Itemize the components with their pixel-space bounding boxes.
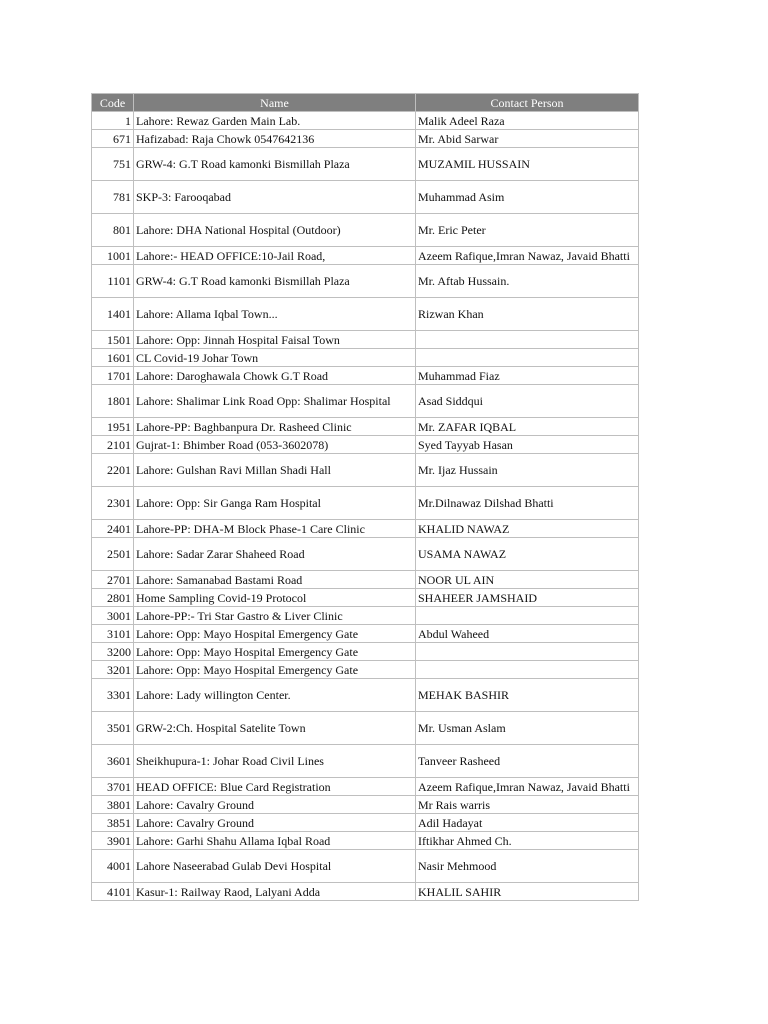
cell-code: 2101: [92, 436, 134, 454]
cell-code: 1401: [92, 298, 134, 331]
cell-contact-person: USAMA NAWAZ: [416, 538, 639, 571]
table-row: [92, 796, 639, 814]
cell-name: HEAD OFFICE: Blue Card Registration: [134, 778, 416, 796]
cell-code: 4001: [92, 850, 134, 883]
cell-code: 2301: [92, 487, 134, 520]
cell-contact-person: Mr. Usman Aslam: [416, 712, 639, 745]
table-row: [92, 832, 639, 850]
cell-contact-person: Iftikhar Ahmed Ch.: [416, 832, 639, 850]
cell-code: 801: [92, 214, 134, 247]
table-row: [92, 712, 639, 745]
cell-name: Lahore: Cavalry Ground: [134, 814, 416, 832]
cell-contact-person: [416, 331, 639, 349]
table-row: [92, 349, 639, 367]
cell-code: 751: [92, 148, 134, 181]
cell-code: 3101: [92, 625, 134, 643]
cell-code: 3701: [92, 778, 134, 796]
table-row: [92, 625, 639, 643]
cell-name: Lahore: Cavalry Ground: [134, 796, 416, 814]
spreadsheet-page: [91, 93, 638, 901]
cell-contact-person: Malik Adeel Raza: [416, 112, 639, 130]
table-row: [92, 214, 639, 247]
table-row: [92, 607, 639, 625]
cell-contact-person: Muhammad Asim: [416, 181, 639, 214]
cell-name: CL Covid-19 Johar Town: [134, 349, 416, 367]
cell-code: 2701: [92, 571, 134, 589]
cell-code: 3200: [92, 643, 134, 661]
cell-name: Lahore: Gulshan Ravi Millan Shadi Hall: [134, 454, 416, 487]
cell-code: 2201: [92, 454, 134, 487]
table-row: [92, 643, 639, 661]
cell-name: Lahore:- HEAD OFFICE:10-Jail Road,: [134, 247, 416, 265]
cell-code: 3601: [92, 745, 134, 778]
cell-name: Lahore: Opp: Sir Ganga Ram Hospital: [134, 487, 416, 520]
table-row: [92, 571, 639, 589]
cell-contact-person: Adil Hadayat: [416, 814, 639, 832]
cell-name: SKP-3: Farooqabad: [134, 181, 416, 214]
table-row: [92, 331, 639, 349]
cell-code: 2801: [92, 589, 134, 607]
cell-contact-person: Mr Rais warris: [416, 796, 639, 814]
table-row: [92, 883, 639, 901]
cell-contact-person: Tanveer Rasheed: [416, 745, 639, 778]
header-row: [92, 94, 639, 112]
cell-contact-person: SHAHEER JAMSHAID: [416, 589, 639, 607]
cell-name: Lahore: Opp: Jinnah Hospital Faisal Town: [134, 331, 416, 349]
cell-contact-person: Abdul Waheed: [416, 625, 639, 643]
table-row: [92, 661, 639, 679]
cell-name: Lahore: Samanabad Bastami Road: [134, 571, 416, 589]
contacts-table: [91, 93, 639, 901]
cell-code: 1701: [92, 367, 134, 385]
cell-contact-person: MUZAMIL HUSSAIN: [416, 148, 639, 181]
cell-contact-person: Syed Tayyab Hasan: [416, 436, 639, 454]
cell-contact-person: Rizwan Khan: [416, 298, 639, 331]
cell-code: 1501: [92, 331, 134, 349]
cell-name: Lahore: Opp: Mayo Hospital Emergency Gate: [134, 643, 416, 661]
cell-code: 3001: [92, 607, 134, 625]
cell-name: Lahore: Allama Iqbal Town...: [134, 298, 416, 331]
cell-code: 3501: [92, 712, 134, 745]
cell-name: Lahore-PP: Baghbanpura Dr. Rasheed Clinic: [134, 418, 416, 436]
cell-contact-person: Nasir Mehmood: [416, 850, 639, 883]
cell-code: 1: [92, 112, 134, 130]
cell-contact-person: Mr. Abid Sarwar: [416, 130, 639, 148]
cell-name: Hafizabad: Raja Chowk 0547642136: [134, 130, 416, 148]
cell-contact-person: NOOR UL AIN: [416, 571, 639, 589]
cell-code: 1601: [92, 349, 134, 367]
cell-name: Lahore: Garhi Shahu Allama Iqbal Road: [134, 832, 416, 850]
cell-code: 2501: [92, 538, 134, 571]
cell-contact-person: [416, 661, 639, 679]
cell-code: 781: [92, 181, 134, 214]
table-row: [92, 538, 639, 571]
cell-contact-person: [416, 349, 639, 367]
cell-name: Lahore: Shalimar Link Road Opp: Shalimar Hospital: [134, 385, 416, 418]
cell-name: Lahore: Opp: Mayo Hospital Emergency Gate: [134, 661, 416, 679]
table-row: [92, 148, 639, 181]
table-row: [92, 850, 639, 883]
cell-contact-person: [416, 607, 639, 625]
cell-code: 3851: [92, 814, 134, 832]
cell-name: GRW-2:Ch. Hospital Satelite Town: [134, 712, 416, 745]
table-row: [92, 130, 639, 148]
table-row: [92, 589, 639, 607]
table-body: [92, 112, 639, 901]
cell-contact-person: Azeem Rafique,Imran Nawaz, Javaid Bhatti: [416, 247, 639, 265]
cell-name: Lahore: Lady willington Center.: [134, 679, 416, 712]
cell-contact-person: MEHAK BASHIR: [416, 679, 639, 712]
cell-name: Lahore: DHA National Hospital (Outdoor): [134, 214, 416, 247]
cell-name: Kasur-1: Railway Raod, Lalyani Adda: [134, 883, 416, 901]
table-row: [92, 436, 639, 454]
cell-contact-person: Asad Siddqui: [416, 385, 639, 418]
table-row: [92, 745, 639, 778]
table-row: [92, 778, 639, 796]
cell-code: 1801: [92, 385, 134, 418]
header-code: Code: [92, 94, 134, 112]
header-name: Name: [134, 94, 416, 112]
table-row: [92, 181, 639, 214]
cell-contact-person: Azeem Rafique,Imran Nawaz, Javaid Bhatti: [416, 778, 639, 796]
cell-name: Lahore: Opp: Mayo Hospital Emergency Gate: [134, 625, 416, 643]
cell-name: Home Sampling Covid-19 Protocol: [134, 589, 416, 607]
cell-name: Lahore: Sadar Zarar Shaheed Road: [134, 538, 416, 571]
cell-contact-person: Mr.Dilnawaz Dilshad Bhatti: [416, 487, 639, 520]
cell-name: Sheikhupura-1: Johar Road Civil Lines: [134, 745, 416, 778]
cell-code: 2401: [92, 520, 134, 538]
cell-contact-person: [416, 643, 639, 661]
cell-contact-person: KHALID NAWAZ: [416, 520, 639, 538]
cell-name: Lahore-PP:- Tri Star Gastro & Liver Clinic: [134, 607, 416, 625]
cell-code: 1951: [92, 418, 134, 436]
header-contact-person: Contact Person: [416, 94, 639, 112]
table-row: [92, 265, 639, 298]
table-row: [92, 418, 639, 436]
cell-code: 1001: [92, 247, 134, 265]
cell-contact-person: Mr. Aftab Hussain.: [416, 265, 639, 298]
table-row: [92, 112, 639, 130]
table-row: [92, 679, 639, 712]
cell-name: Lahore: Daroghawala Chowk G.T Road: [134, 367, 416, 385]
cell-name: Lahore-PP: DHA-M Block Phase-1 Care Clinic: [134, 520, 416, 538]
cell-name: GRW-4: G.T Road kamonki Bismillah Plaza: [134, 148, 416, 181]
cell-code: 3301: [92, 679, 134, 712]
table-row: [92, 367, 639, 385]
table-row: [92, 298, 639, 331]
table-row: [92, 487, 639, 520]
cell-contact-person: Mr. Ijaz Hussain: [416, 454, 639, 487]
cell-name: Lahore Naseerabad Gulab Devi Hospital: [134, 850, 416, 883]
cell-name: Lahore: Rewaz Garden Main Lab.: [134, 112, 416, 130]
cell-name: Gujrat-1: Bhimber Road (053-3602078): [134, 436, 416, 454]
cell-contact-person: Muhammad Fiaz: [416, 367, 639, 385]
table-row: [92, 385, 639, 418]
cell-contact-person: Mr. ZAFAR IQBAL: [416, 418, 639, 436]
cell-code: 3201: [92, 661, 134, 679]
table-row: [92, 247, 639, 265]
cell-contact-person: Mr. Eric Peter: [416, 214, 639, 247]
cell-code: 1101: [92, 265, 134, 298]
cell-code: 3801: [92, 796, 134, 814]
cell-contact-person: KHALIL SAHIR: [416, 883, 639, 901]
table-row: [92, 454, 639, 487]
cell-code: 671: [92, 130, 134, 148]
cell-code: 3901: [92, 832, 134, 850]
cell-code: 4101: [92, 883, 134, 901]
cell-name: GRW-4: G.T Road kamonki Bismillah Plaza: [134, 265, 416, 298]
table-row: [92, 814, 639, 832]
table-row: [92, 520, 639, 538]
